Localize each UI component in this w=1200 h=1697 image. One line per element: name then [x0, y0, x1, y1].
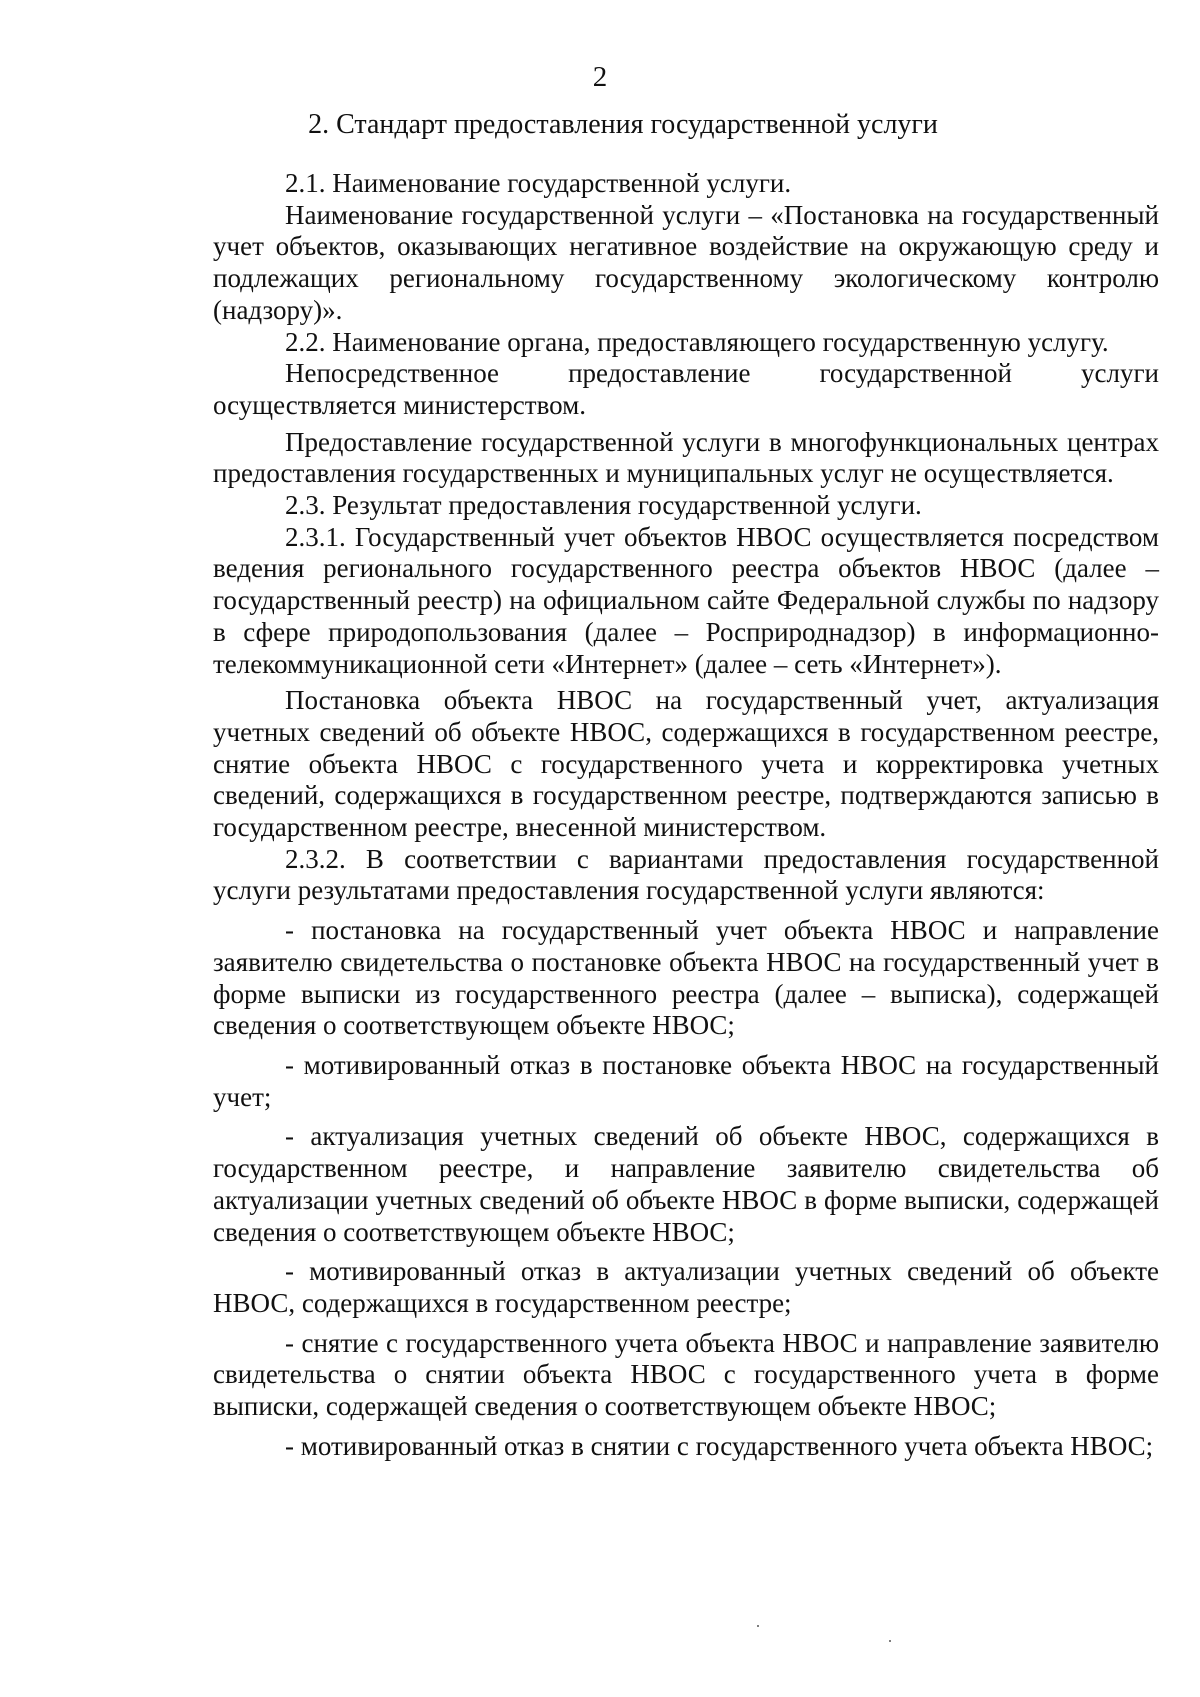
paragraph-2-3-2: 2.3.2. В соответствии с вариантами предоставления государственной услуги результатами предоставления государственной услуги являются:	[213, 843, 1159, 906]
scan-speck	[757, 1625, 759, 1627]
list-item-registration-refusal: - мотивированный отказ в постановке объекта НВОС на государственный учет;	[213, 1049, 1159, 1112]
list-item-deregistration-refusal: - мотивированный отказ в снятии с государственного учета объекта НВОС;	[285, 1430, 1154, 1461]
paragraph-service-name: Наименование государственной услуги – «Постановка на государственный учет объектов, оказывающих негативное воздействие на окружающую среду и подлежащих региональному государственному экологическому контролю (надзору)».	[213, 199, 1159, 325]
paragraph-2-3-1: 2.3.1. Государственный учет объектов НВОС осуществляется посредством ведения регионального государственного реестра объектов НВОС (далее – государственный реестр) на официальном сайте Федеральной службы по надзору в сфере природопользования (далее – Росприроднадзор) в информационно-телекоммуникационной сети «Интернет» (далее – сеть «Интернет»).	[213, 521, 1159, 679]
paragraph-2-3: 2.3. Результат предоставления государственной услуги.	[285, 490, 922, 521]
list-item-update: - актуализация учетных сведений об объекте НВОС, содержащихся в государственном реестре, и направление заявителю свидетельства об актуализации учетных сведений об объекте НВОС в форме выписки, содержащей сведения о соответствующем объекте НВОС;	[213, 1121, 1159, 1247]
scan-speck	[889, 1640, 891, 1642]
page-number: 2	[592, 61, 608, 93]
document-body	[213, 168, 1159, 1462]
paragraph-2-2: 2.2. Наименование органа, предоставляющего государственную услугу.	[285, 326, 1109, 357]
list-item-deregistration: - снятие с государственного учета объекта НВОС и направление заявителю свидетельства о снятии объекта НВОС с государственного учета в форме выписки, содержащей сведения о соответствующем объекте НВОС;	[213, 1327, 1159, 1422]
list-item-update-refusal: - мотивированный отказ в актуализации учетных сведений об объекте НВОС, содержащихся в государственном реестре;	[213, 1256, 1159, 1318]
paragraph-registration: Постановка объекта НВОС на государственный учет, актуализация учетных сведений об объекте НВОС, содержащихся в государственном реестре, снятие объекта НВОС с государственного учета и корректировка учетных сведений, содержащихся в государственном реестре, подтверждаются записью в государственном реестре, внесенной министерством.	[213, 685, 1159, 843]
paragraph-mfc: Предоставление государственной услуги в многофункциональных центрах предоставления государственных и муниципальных услуг не осуществляется.	[213, 426, 1159, 489]
list-item-registration: - постановка на государственный учет объекта НВОС и направление заявителю свидетельства о постановке объекта НВОС на государственный учет в форме выписки из государственного реестра (далее – выписка), содержащей сведения о соответствующем объекте НВОС;	[213, 915, 1159, 1041]
paragraph-2-1: 2.1. Наименование государственной услуги.	[285, 168, 792, 198]
paragraph-direct-provision: Непосредственное предоставление государственной услуги осуществляется министерством.	[213, 358, 1159, 420]
section-title: 2. Стандарт предоставления государственной услуги	[308, 109, 938, 140]
